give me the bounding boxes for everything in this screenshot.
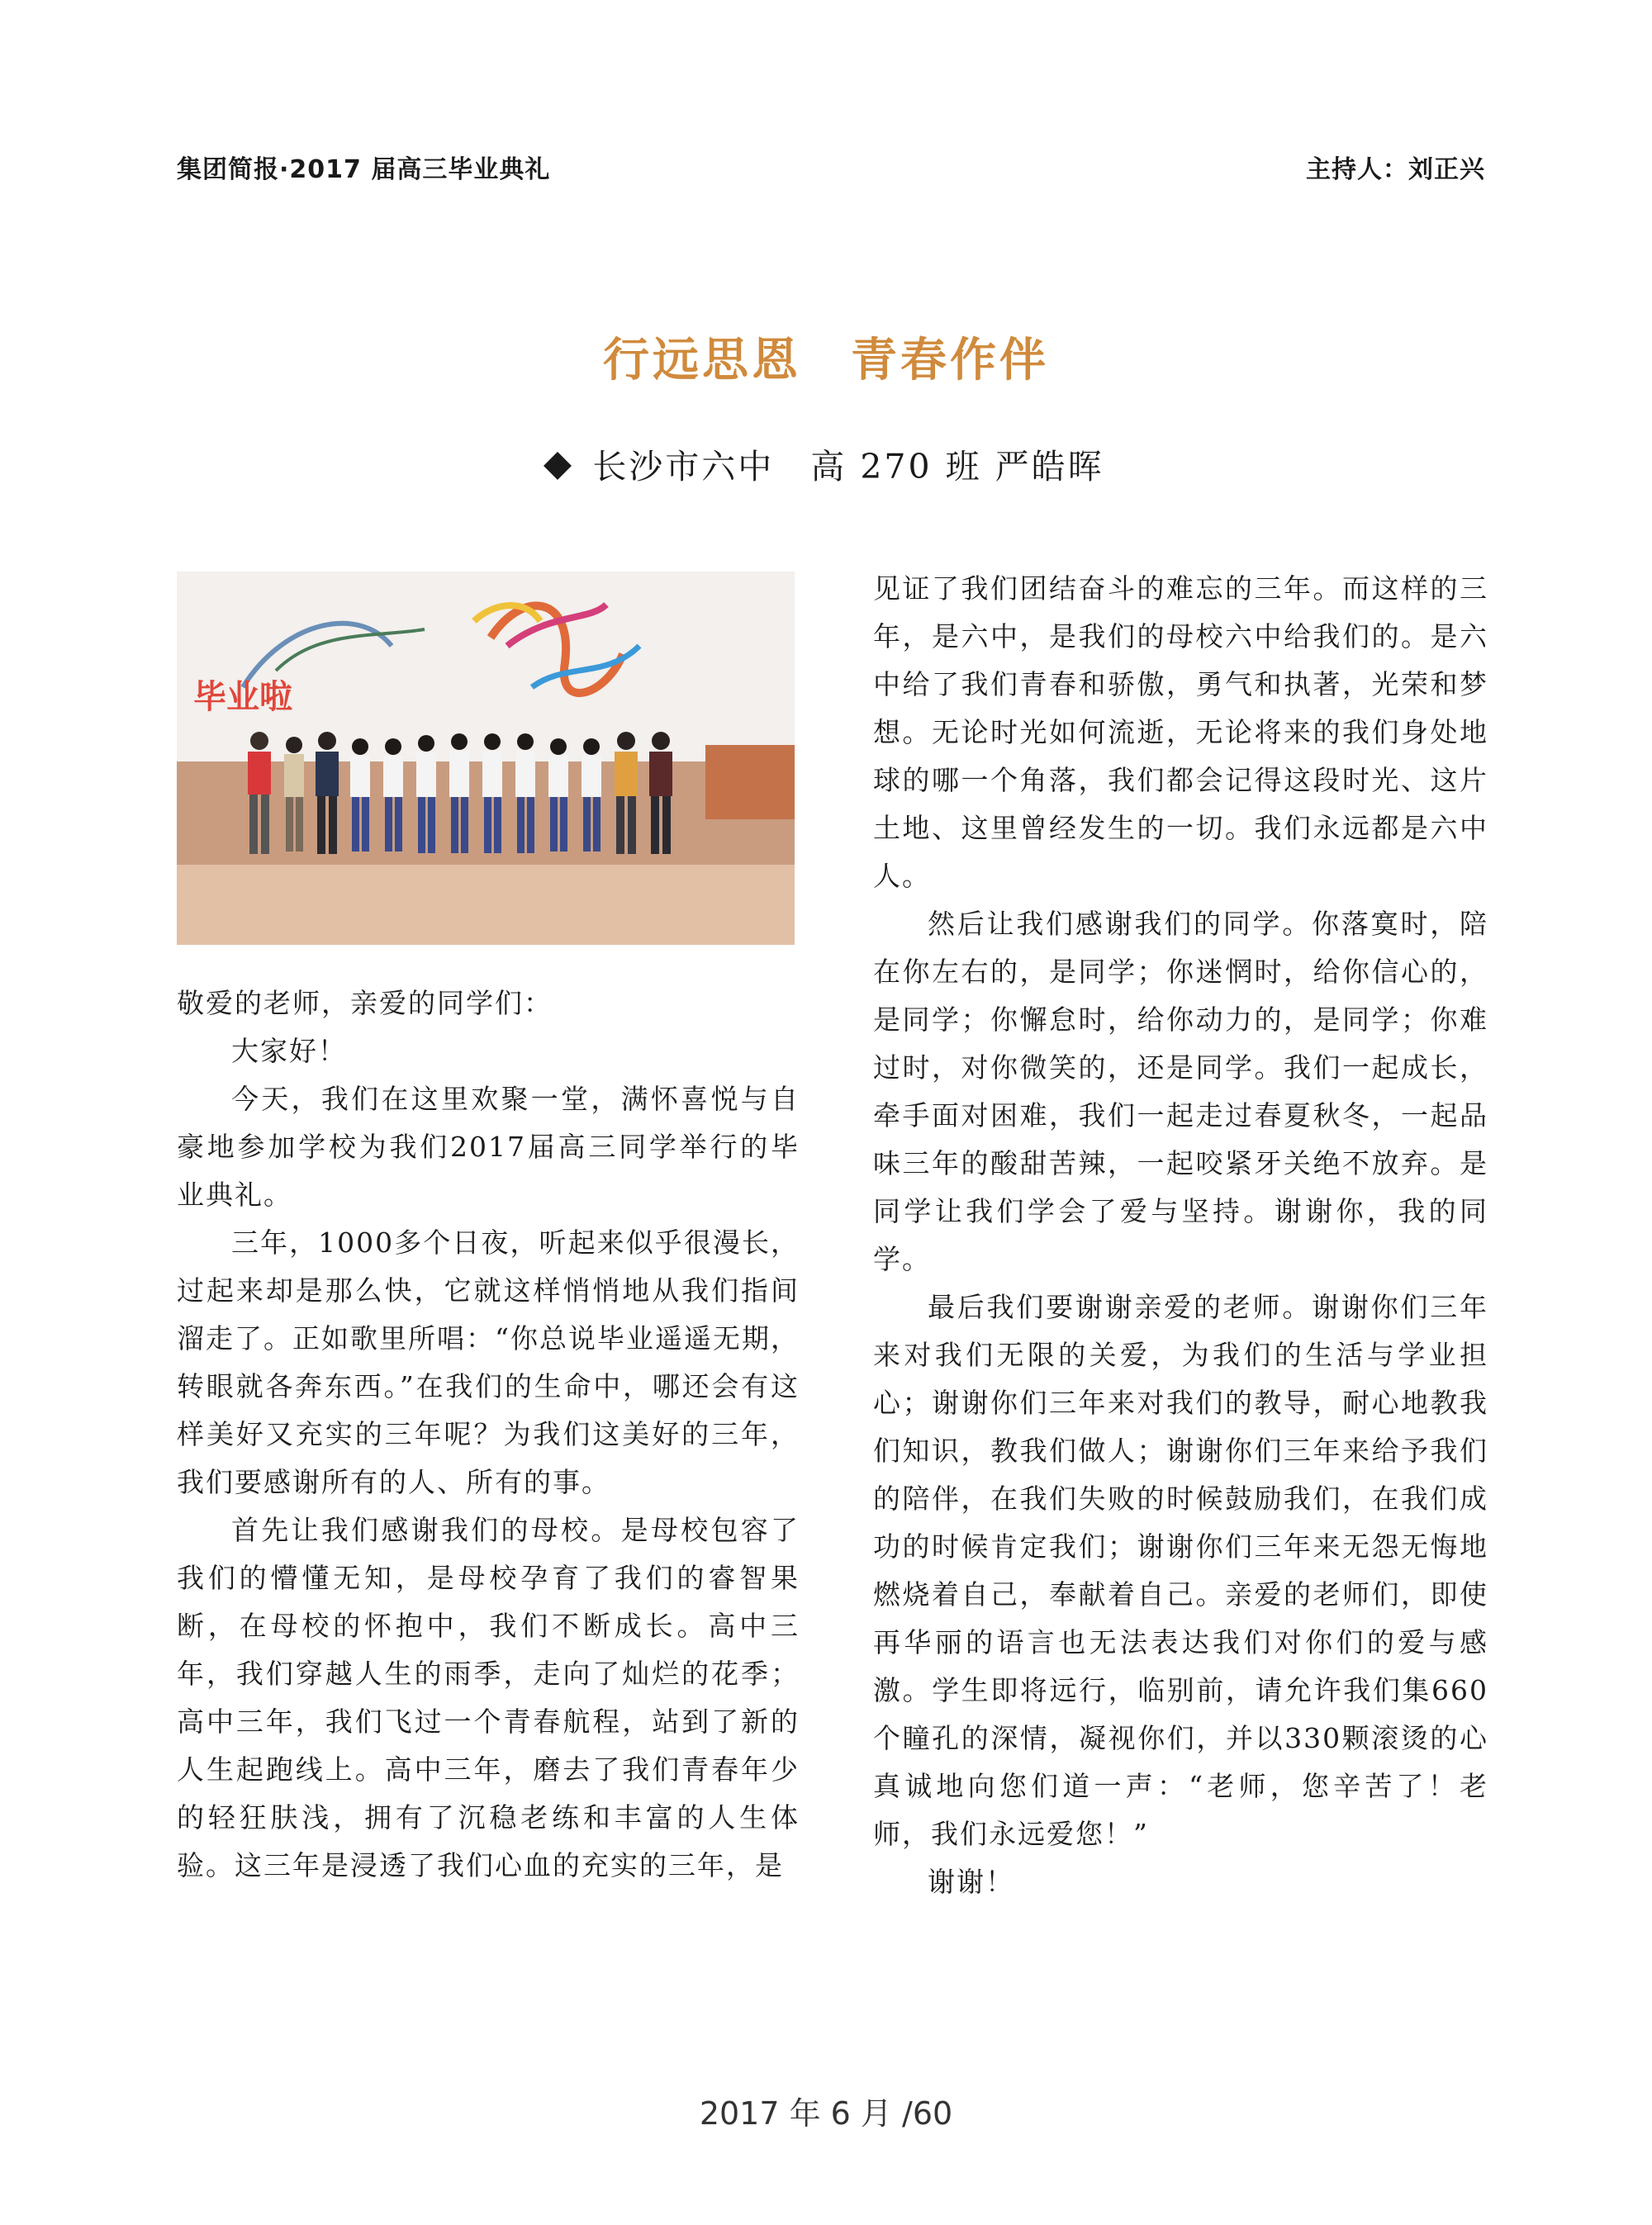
paragraph-three-years: 三年，1000多个日夜，听起来似乎很漫长，过起来却是那么快，它就这样悄悄地从我们指间溜走了。正如歌里所唱：“你总说毕业遥遥无期，转眼就各奔东西。”在我们的生命中，哪还会有这样美好又充实的三年呢？为我们这美好的三年，我们要感谢所有的人、所有的事。	[177, 1226, 800, 1498]
article-column-left	[177, 980, 800, 1890]
diamond-bullet-icon	[544, 452, 572, 480]
greeting: 大家好！	[231, 1035, 347, 1067]
article-title: 行远思恩 青春作伴	[603, 333, 1049, 387]
page-number: 2017 年 6 月 /60	[699, 2095, 953, 2132]
floor-reflection	[177, 865, 795, 945]
paragraph-thank-teachers: 最后我们要谢谢亲爱的老师。谢谢你们三年来对我们无限的关爱，为我们的生活与学业担心；谢谢你们三年来对我们的教导，耐心地教我们知识，教我们做人；谢谢你们三年来给予我们的陪伴，在我们失败的时候鼓励我们，在我们成功的时候肯定我们；谢谢你们三年来无怨无悔地燃烧着自己，奉献着自己。亲爱的老师们，即使再华丽的语言也无法表达我们对你们的爱与感激。学生即将远行，临别前，请允许我们集660个瞳孔的深情，凝视你们，并以330颗滚烫的心真诚地向您们道一声：“老师，您辛苦了！老师，我们永远爱您！”	[873, 1291, 1488, 1850]
byline	[0, 439, 1652, 488]
stage-steps	[705, 745, 795, 819]
byline-text: 长沙市六中 高 270 班 严皓晖	[592, 447, 1104, 486]
graduation-photo-illustration	[177, 572, 795, 945]
graduation-photo	[177, 572, 795, 945]
banner-text: 毕业啦	[193, 678, 292, 716]
header-host-label: 主持人：刘正兴	[1306, 155, 1485, 184]
paragraph-thank-school-continued: 见证了我们团结奋斗的难忘的三年。而这样的三年，是六中，是我们的母校六中给我们的。是六中给了我们青春和骄傲，勇气和执著，光荣和梦想。无论时光如何流逝，无论将来的我们身处地球的哪一个角落，我们都会记得这段时光、这片土地、这里曾经发生的一切。我们永远都是六中人。	[873, 572, 1488, 892]
article-column-right	[873, 565, 1488, 1906]
paragraph-thank-school: 首先让我们感谢我们的母校。是母校包容了我们的懵懂无知，是母校孕育了我们的睿智果断，在母校的怀抱中，我们不断成长。高中三年，我们穿越人生的雨季，走向了灿烂的花季；高中三年，我们飞过一个青春航程，站到了新的人生起跑线上。高中三年，磨去了我们青春年少的轻狂肤浅，拥有了沉稳老练和丰富的人生体验。这三年是浸透了我们心血的充实的三年，是	[177, 1514, 800, 1881]
paragraph-thank-classmates: 然后让我们感谢我们的同学。你落寞时，陪在你左右的，是同学；你迷惘时，给你信心的，是同学；你懈怠时，给你动力的，是同学；你难过时，对你微笑的，还是同学。我们一起成长，牵手面对困难，我们一起走过春夏秋冬，一起品味三年的酸甜苦辣，一起咬紧牙关绝不放弃。是同学让我们学会了爱与坚持。谢谢你，我的同学。	[873, 908, 1488, 1275]
paragraph-opening: 今天，我们在这里欢聚一堂，满怀喜悦与自豪地参加学校为我们2017届高三同学举行的毕业典礼。	[177, 1083, 800, 1211]
salutation: 敬爱的老师，亲爱的同学们：	[177, 987, 553, 1019]
header-issue-label: 集团简报·2017 届高三毕业典礼	[177, 155, 551, 184]
stage-screen	[177, 572, 795, 761]
closing: 谢谢！	[928, 1866, 1014, 1898]
